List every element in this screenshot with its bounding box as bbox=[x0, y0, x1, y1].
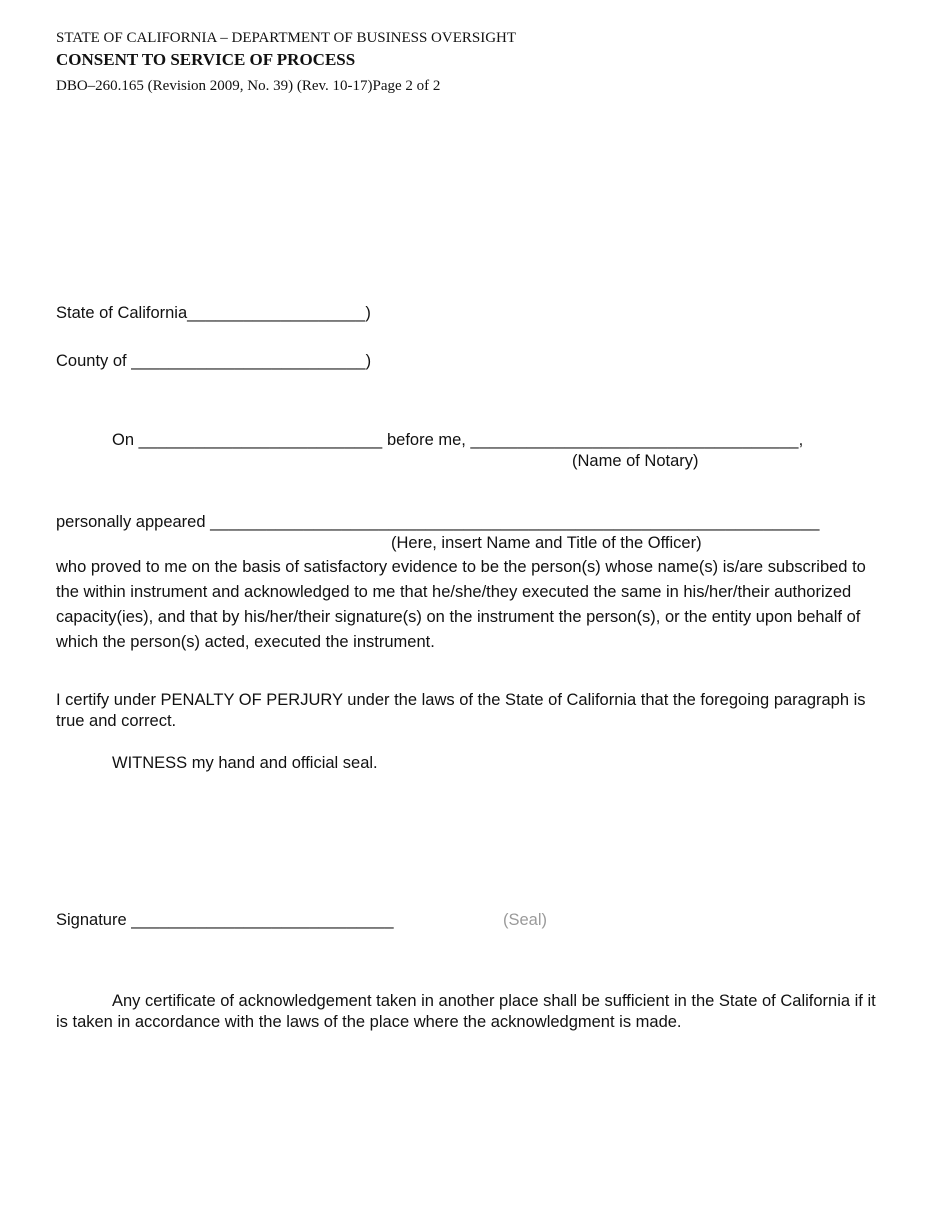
state-field[interactable]: ___________________ bbox=[187, 304, 366, 322]
seal-placeholder: (Seal) bbox=[503, 911, 548, 929]
date-field[interactable]: __________________________ bbox=[138, 431, 383, 449]
perjury-certification: I certify under PENALTY OF PERJURY under the laws of the State of California that the foregoing paragraph is true and correct. bbox=[56, 691, 866, 730]
signature-field[interactable]: ____________________________ bbox=[131, 911, 394, 929]
appeared-line bbox=[56, 513, 820, 532]
signature-line bbox=[56, 911, 394, 930]
witness-statement: WITNESS my hand and official seal. bbox=[112, 754, 378, 772]
county-label: County of bbox=[56, 352, 132, 370]
agency-name: STATE OF CALIFORNIA – DEPARTMENT OF BUSINESS OVERSIGHT bbox=[56, 30, 517, 46]
state-bracket: ) bbox=[365, 304, 371, 322]
footer-note: Any certificate of acknowledgement taken in another place shall be sufficient in the State of California if it is taken in accordance with the laws of the place where the acknowledgment is made. bbox=[56, 992, 876, 1031]
county-bracket: ) bbox=[365, 352, 372, 370]
form-number: DBO–260.165 (Revision 2009, No. 39) (Rev. 10-17)Page 2 of 2 bbox=[56, 78, 441, 94]
comma: , bbox=[798, 431, 804, 449]
state-label: State of California bbox=[56, 304, 188, 322]
notary-caption: (Name of Notary) bbox=[572, 452, 699, 470]
officer-field[interactable]: _________________________________________________________________ bbox=[210, 513, 820, 531]
appeared-label: personally appeared bbox=[56, 513, 211, 531]
acknowledgment-body: who proved to me on the basis of satisfactory evidence to be the person(s) whose name(s) is/are subscribed to the within instrument and acknowledged to me that he/she/they executed the same in his/her/their authorized capacity(ies), and that by his/her/their signature(s) on the instrument the person(s), or the entity upon behalf of which the person(s) acted, executed the instrument. bbox=[56, 558, 866, 651]
form-title: CONSENT TO SERVICE OF PROCESS bbox=[56, 50, 356, 69]
state-line bbox=[56, 304, 371, 323]
notary-name-field[interactable]: ___________________________________ bbox=[470, 431, 799, 449]
officer-caption: (Here, insert Name and Title of the Officer) bbox=[391, 534, 702, 552]
before-me-label: before me, bbox=[382, 431, 471, 449]
county-field[interactable]: _________________________ bbox=[131, 352, 366, 370]
signature-label: Signature bbox=[56, 911, 132, 929]
on-label: On bbox=[112, 431, 139, 449]
on-date-line bbox=[112, 431, 803, 450]
county-line bbox=[56, 352, 371, 371]
